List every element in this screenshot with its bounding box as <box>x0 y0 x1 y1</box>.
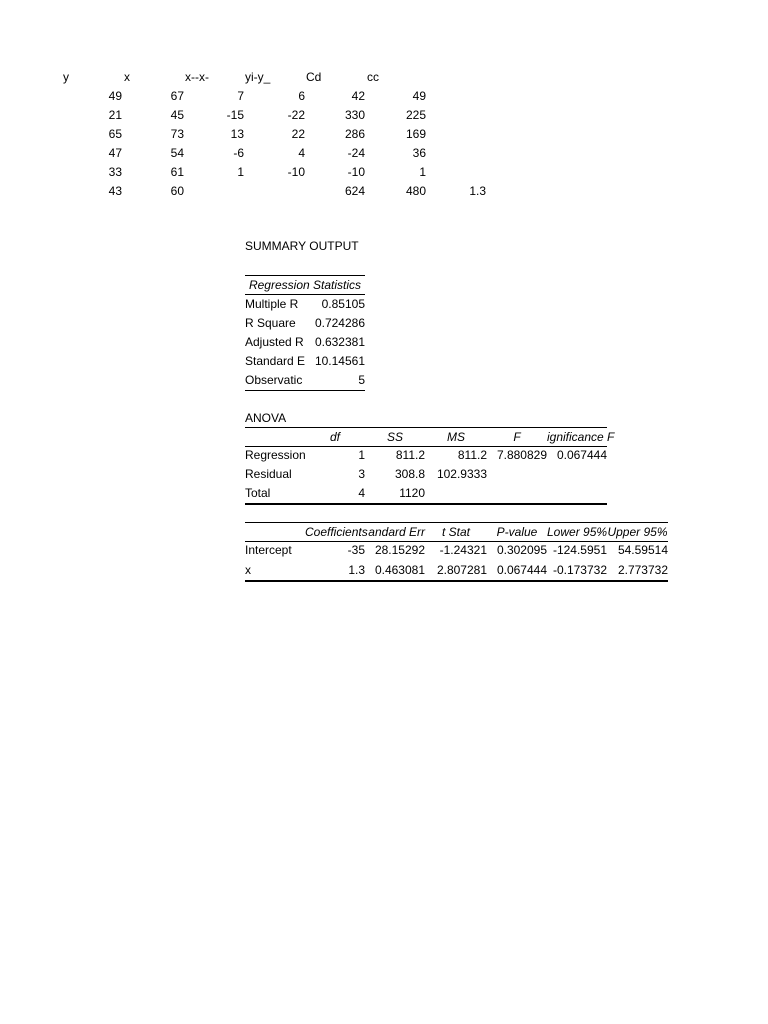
table-cell: 225 <box>405 108 426 122</box>
table-cell: -22 <box>287 108 305 122</box>
anova-cell: 7.880829 <box>496 448 547 462</box>
anova-cell <box>487 484 547 503</box>
coef-cell: -1.24321 <box>439 543 487 557</box>
header-cc: cc <box>367 70 379 84</box>
stats-bottom-rule <box>245 390 365 391</box>
coef-cell: -35 <box>347 543 365 557</box>
anova-header: df <box>329 430 340 444</box>
table-cell: -24 <box>347 146 365 160</box>
coef-row-label: Intercept <box>245 543 292 557</box>
totals-cell: 624 <box>344 184 365 198</box>
table-cell: 13 <box>230 127 244 141</box>
stat-label: Multiple R <box>245 297 299 311</box>
regression-stats-header: Regression Statistics <box>248 278 362 292</box>
stat-value: 0.632381 <box>314 335 365 349</box>
totals-cell: 480 <box>405 184 426 198</box>
table-cell: 47 <box>108 146 122 160</box>
anova-cell <box>425 484 487 503</box>
slope-value: 1.3 <box>469 184 486 198</box>
stat-label: Adjusted R <box>245 335 304 349</box>
anova-cell: 4 <box>358 486 365 500</box>
coef-cell: 1.3 <box>348 563 365 577</box>
stat-value: 10.14561 <box>314 354 365 368</box>
coef-cell: -124.5951 <box>552 543 607 557</box>
totals-cell: 43 <box>108 184 122 198</box>
coef-cell: 0.302095 <box>496 543 547 557</box>
table-cell: -10 <box>287 165 305 179</box>
coef-cell: 2.807281 <box>436 563 487 577</box>
table-cell: 7 <box>237 89 244 103</box>
table-cell: 54 <box>170 146 184 160</box>
anova-cell: 3 <box>358 467 365 481</box>
table-cell: -6 <box>233 146 244 160</box>
anova-header: ignificance F <box>547 430 615 444</box>
coef-header: Coefficients <box>305 525 368 539</box>
coef-cell: 0.463081 <box>374 563 425 577</box>
table-cell: 22 <box>291 127 305 141</box>
table-cell: 61 <box>170 165 184 179</box>
table-cell: 21 <box>108 108 122 122</box>
anova-cell: 811.2 <box>395 448 425 462</box>
table-cell: 73 <box>170 127 184 141</box>
table-cell: 67 <box>170 89 184 103</box>
anova-cell: 0.067444 <box>556 448 607 462</box>
table-cell: 65 <box>108 127 122 141</box>
coef-cell: 54.59514 <box>617 543 668 557</box>
anova-cell: 1 <box>358 448 365 462</box>
stat-label: Standard E <box>245 354 306 368</box>
coef-header: andard Err <box>368 525 425 539</box>
coef-header: Upper 95% <box>607 525 668 539</box>
anova-row-label: Regression <box>245 448 306 462</box>
table-cell: 42 <box>351 89 365 103</box>
stat-value: 5 <box>358 373 365 387</box>
anova-header: F <box>513 430 521 444</box>
coef-cell: 28.15292 <box>374 543 425 557</box>
table-cell: 45 <box>170 108 184 122</box>
anova-bottom-rule <box>245 503 607 505</box>
table-cell: 6 <box>298 89 305 103</box>
table-cell: 33 <box>108 165 122 179</box>
table-cell: -15 <box>226 108 244 122</box>
anova-cell <box>487 465 547 484</box>
table-cell: 4 <box>298 146 305 160</box>
header-y: y <box>63 70 69 84</box>
header-y-dev: yi-y_ <box>245 70 271 84</box>
anova-header: MS <box>447 430 465 444</box>
coef-header: t Stat <box>441 525 470 539</box>
table-cell: 286 <box>344 127 365 141</box>
table-cell: 36 <box>412 146 426 160</box>
table-cell: -10 <box>347 165 365 179</box>
anova-cell: 102.9333 <box>436 467 487 481</box>
header-cd: Cd <box>306 70 322 84</box>
totals-cell: 60 <box>170 184 184 198</box>
coef-header: P-value <box>496 525 538 539</box>
table-cell: 1 <box>419 165 426 179</box>
stat-label: Observatic <box>245 373 303 387</box>
coef-cell: 0.067444 <box>496 563 547 577</box>
table-cell: 169 <box>405 127 426 141</box>
anova-cell: 1120 <box>399 486 425 500</box>
table-cell: 330 <box>344 108 365 122</box>
anova-row-label: Residual <box>245 467 292 481</box>
anova-cell <box>547 465 607 484</box>
header-x-dev: x--x- <box>185 70 209 84</box>
stat-value: 0.724286 <box>314 316 365 330</box>
anova-cell: 308.8 <box>394 467 425 481</box>
anova-header: SS <box>386 430 403 444</box>
coef-bottom-rule <box>245 580 668 582</box>
table-cell: 49 <box>108 89 122 103</box>
table-cell: 1 <box>237 165 244 179</box>
coef-row-label: x <box>245 563 251 577</box>
stat-value: 0.85105 <box>321 297 365 311</box>
header-x: x <box>124 70 130 84</box>
anova-cell <box>547 484 607 503</box>
table-cell: 49 <box>412 89 426 103</box>
coef-cell: 2.773732 <box>617 563 668 577</box>
summary-title: SUMMARY OUTPUT <box>245 239 359 253</box>
anova-cell: 811.2 <box>457 448 487 462</box>
stat-label: R Square <box>245 316 296 330</box>
coef-header: Lower 95% <box>547 525 608 539</box>
coef-cell: -0.173732 <box>552 563 607 577</box>
anova-title: ANOVA <box>245 411 287 425</box>
anova-row-label: Total <box>245 486 271 500</box>
